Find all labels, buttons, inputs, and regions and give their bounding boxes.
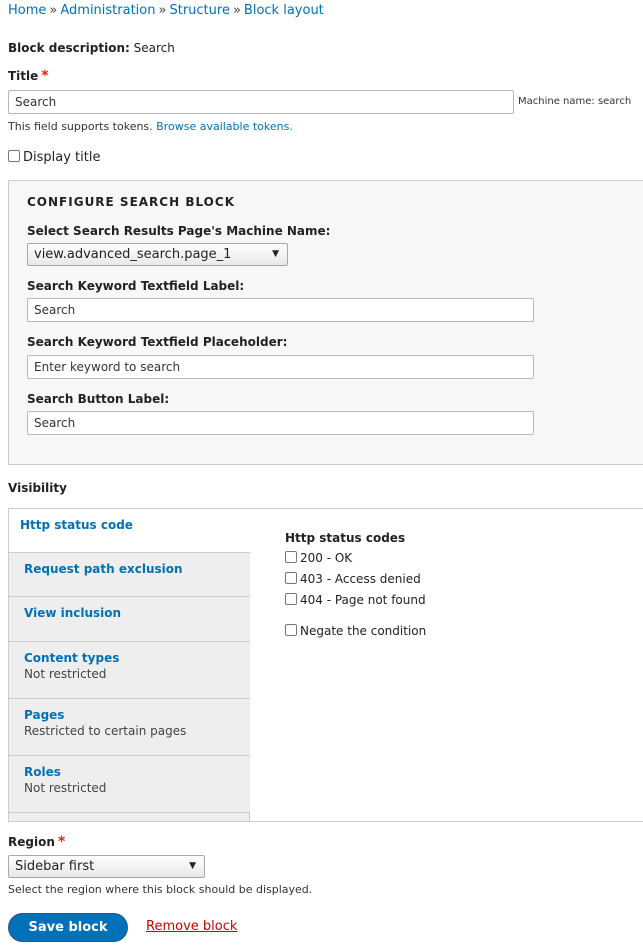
results-page-value: view.advanced_search.page_1 — [34, 247, 232, 262]
title-help-text: This field supports tokens. — [8, 120, 153, 133]
http-status-codes-title: Http status codes — [285, 531, 406, 545]
breadcrumb-administration[interactable]: Administration — [60, 3, 156, 18]
tab-title: View inclusion — [24, 606, 122, 620]
tab-title: Http status code — [20, 518, 133, 532]
region-label: Region — [8, 835, 55, 849]
status-200-label: 200 - OK — [300, 551, 353, 565]
keyword-label-label: Search Keyword Textfield Label: — [27, 279, 245, 293]
display-title-label: Display title — [23, 150, 101, 165]
status-403-label: 403 - Access denied — [300, 572, 421, 586]
display-title-checkbox[interactable] — [8, 150, 20, 162]
breadcrumb-home[interactable]: Home — [8, 3, 47, 18]
save-block-button[interactable]: Save block — [8, 913, 128, 942]
tab-summary: Not restricted — [24, 667, 107, 681]
breadcrumb-block-layout[interactable]: Block layout — [243, 3, 324, 18]
tab-content-types[interactable] — [9, 642, 250, 699]
visibility-heading: Visibility — [8, 481, 67, 495]
status-403-checkbox[interactable] — [285, 572, 297, 584]
keyword-placeholder-label: Search Keyword Textfield Placeholder: — [27, 335, 288, 349]
status-200-checkbox[interactable] — [285, 551, 297, 563]
browse-tokens-link[interactable]: Browse available tokens. — [156, 120, 293, 133]
button-label-input[interactable] — [27, 411, 534, 435]
tab-title: Pages — [24, 708, 65, 722]
region-value: Sidebar first — [15, 859, 95, 874]
title-help — [8, 120, 293, 133]
title-label: Title — [8, 69, 39, 83]
required-marker: * — [57, 834, 66, 850]
tab-view-inclusion[interactable] — [9, 597, 250, 642]
tab-summary: Restricted to certain pages — [24, 724, 187, 738]
breadcrumb-separator: » — [49, 3, 58, 18]
keyword-label-input[interactable] — [27, 298, 534, 322]
keyword-placeholder-input[interactable] — [27, 355, 534, 379]
negate-row — [285, 624, 426, 638]
breadcrumb-separator: » — [232, 3, 241, 18]
results-page-label: Select Search Results Page's Machine Name: — [27, 224, 331, 238]
status-option-row — [285, 551, 352, 565]
region-label-row — [8, 834, 65, 850]
tab-pages[interactable] — [9, 699, 250, 756]
title-input[interactable] — [8, 90, 514, 114]
tab-title: Content types — [24, 651, 120, 665]
tab-title: Roles — [24, 765, 61, 779]
status-option-row — [285, 572, 421, 586]
negate-checkbox[interactable] — [285, 624, 297, 636]
status-404-checkbox[interactable] — [285, 593, 297, 605]
breadcrumb-separator: » — [158, 3, 167, 18]
remove-block-link[interactable]: Remove block — [146, 919, 238, 934]
machine-name: Machine name: search — [518, 96, 632, 107]
fieldset-legend: CONFIGURE SEARCH BLOCK — [27, 195, 235, 209]
configure-search-fieldset — [8, 180, 643, 465]
dropdown-arrow-icon: ▼ — [189, 861, 196, 871]
block-description — [8, 41, 175, 55]
dropdown-arrow-icon: ▼ — [272, 249, 279, 259]
block-description-label: Block description: — [8, 41, 130, 55]
breadcrumb — [8, 3, 324, 18]
vertical-tabs-menu — [9, 509, 250, 821]
tab-summary: Not restricted — [24, 781, 107, 795]
tab-http-status-code[interactable] — [9, 509, 251, 553]
status-404-label: 404 - Page not found — [300, 593, 426, 607]
required-marker: * — [41, 68, 49, 84]
tab-title: Request path exclusion — [24, 562, 183, 576]
tab-request-path-exclusion[interactable] — [9, 553, 250, 597]
title-label-row — [8, 68, 49, 84]
region-help: Select the region where this block should be displayed. — [8, 883, 313, 896]
button-label-label: Search Button Label: — [27, 392, 170, 406]
visibility-vertical-tabs — [8, 508, 643, 822]
status-option-row — [285, 593, 426, 607]
results-page-select[interactable] — [27, 243, 288, 266]
tab-roles[interactable] — [9, 756, 250, 813]
display-title-row — [8, 150, 100, 165]
block-description-value: Search — [133, 41, 175, 55]
region-select[interactable] — [8, 855, 205, 878]
breadcrumb-structure[interactable]: Structure — [169, 3, 230, 18]
negate-label: Negate the condition — [300, 624, 427, 638]
